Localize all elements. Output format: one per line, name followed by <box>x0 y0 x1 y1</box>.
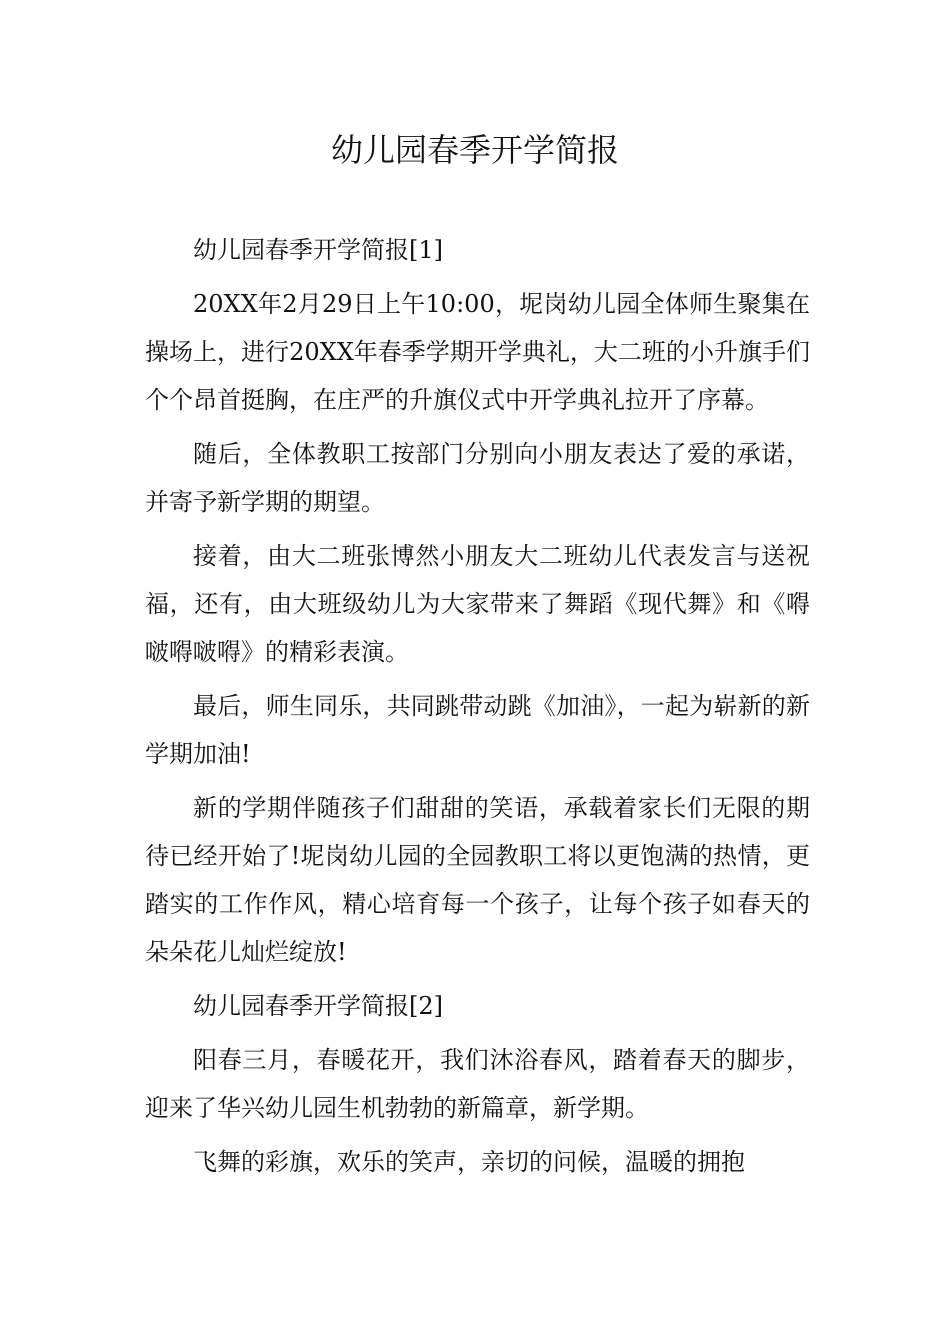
body-paragraph: 接着，由大二班张博然小朋友大二班幼儿代表发言与送祝福，还有，由大班级幼儿为大家带来了舞蹈《现代舞》和《嘚啵嘚啵嘚》的精彩表演。 <box>145 542 810 666</box>
document-body <box>145 226 810 1192</box>
document-title: 幼儿园春季开学简报 <box>330 131 619 169</box>
body-paragraph: 新的学期伴随孩子们甜甜的笑语，承载着家长们无限的期待已经开始了!坭岗幼儿园的全园教职工将以更饱满的热情，更踏实的工作作风，精心培育每一个孩子，让每个孩子如春天的朵朵花儿灿烂绽放! <box>145 794 810 966</box>
body-paragraph: 最后，师生同乐，共同跳带动跳《加油》，一起为崭新的新学期加油! <box>145 692 810 768</box>
section-heading-2: 幼儿园春季开学简报[2] <box>193 992 443 1020</box>
body-paragraph: 阳春三月，春暖花开，我们沐浴春风，踏着春天的脚步，迎来了华兴幼儿园生机勃勃的新篇章，新学期。 <box>145 1046 810 1122</box>
body-paragraph: 飞舞的彩旗，欢乐的笑声，亲切的问候，温暖的拥抱 <box>193 1148 745 1176</box>
body-paragraph: 20XX年2月29日上午10:00，坭岗幼儿园全体师生聚集在操场上，进行20XX年春季学期开学典礼，大二班的小升旗手们个个昂首挺胸，在庄严的升旗仪式中开学典礼拉开了序幕。 <box>145 290 810 414</box>
body-paragraph: 随后，全体教职工按部门分别向小朋友表达了爱的承诺，并寄予新学期的期望。 <box>145 440 810 516</box>
section-heading-1: 幼儿园春季开学简报[1] <box>193 236 443 264</box>
